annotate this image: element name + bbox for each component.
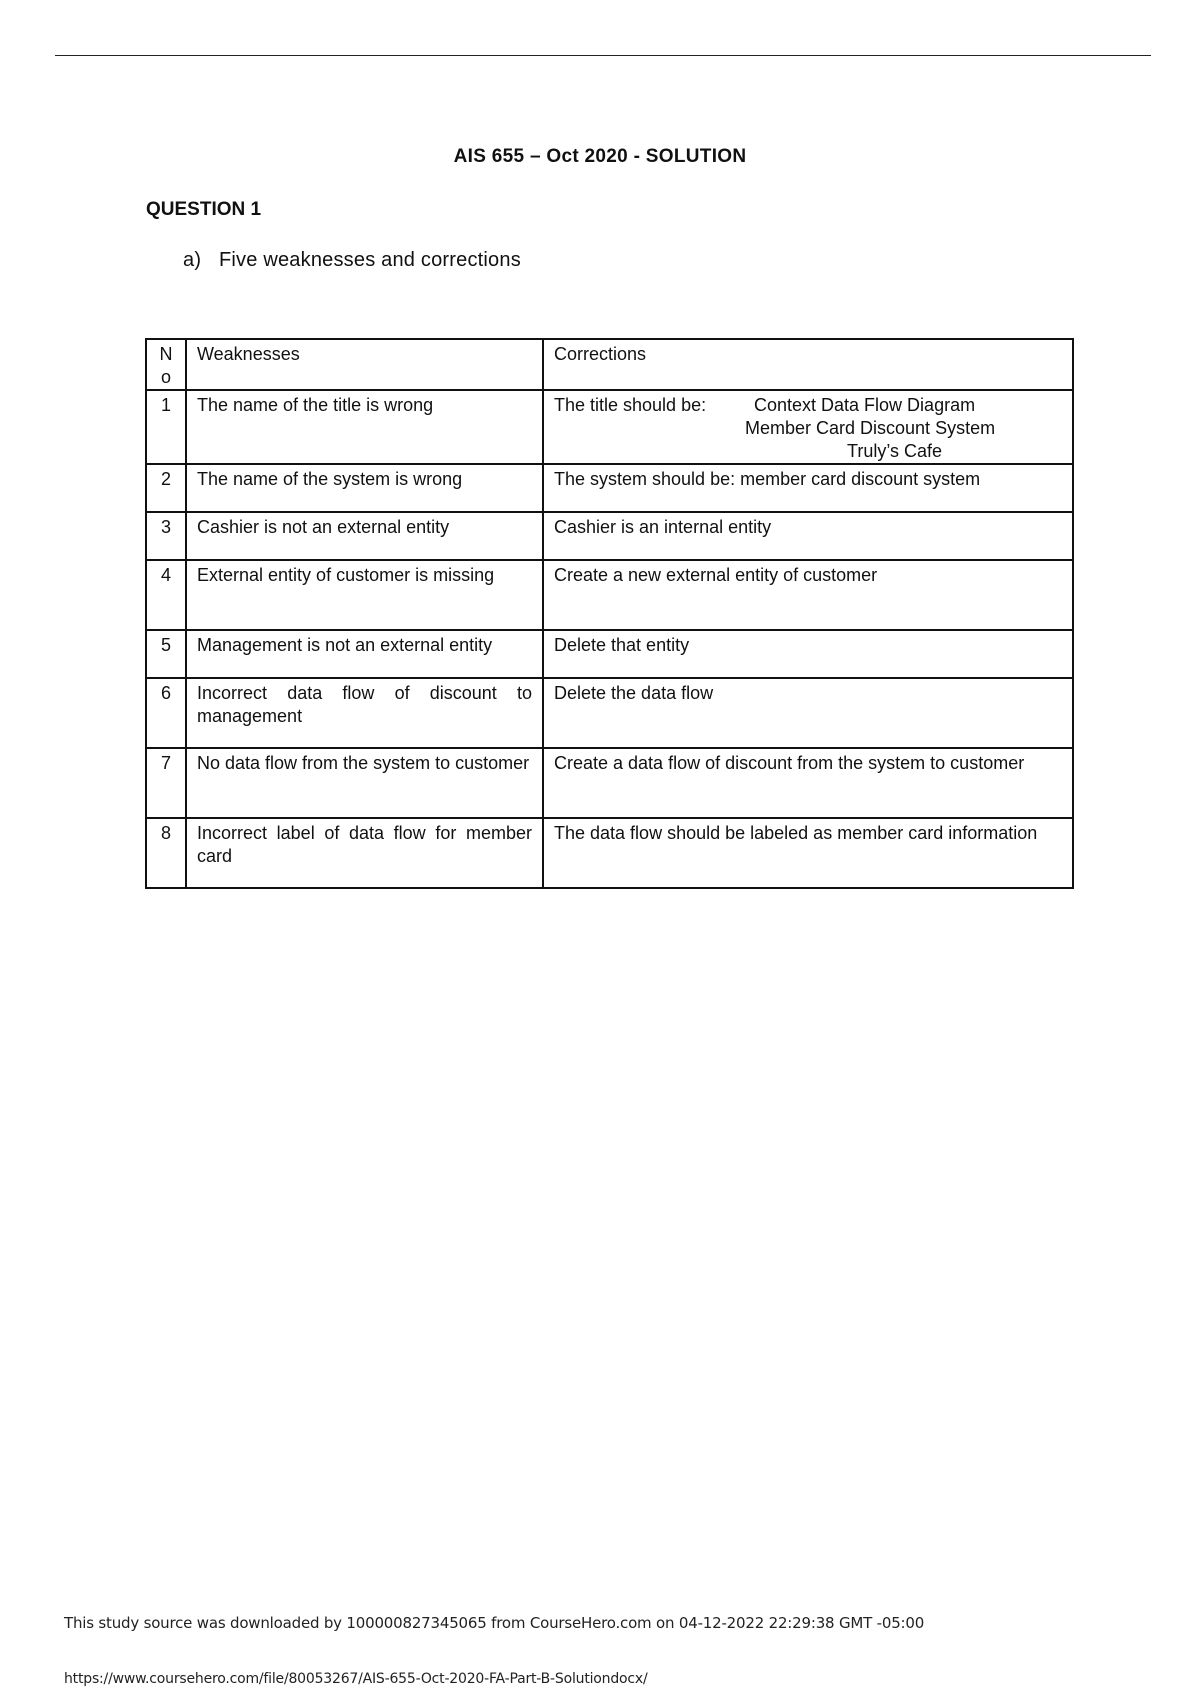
weakness-cell: No data flow from the system to customer xyxy=(186,748,543,818)
question-heading: QUESTION 1 xyxy=(146,199,262,220)
table-row xyxy=(146,818,1073,888)
correction-cell: Create a new external entity of customer xyxy=(543,560,1073,630)
download-notice: This study source was downloaded by 100000827345065 from CourseHero.com on 04-12-2022 22:29:38 GMT -05:00 xyxy=(64,1614,925,1632)
correction-line: Member Card Discount System xyxy=(745,418,996,438)
weakness-cell: Incorrect label of data flow for member card xyxy=(186,818,543,888)
header-weaknesses: Weaknesses xyxy=(186,339,543,390)
table-row xyxy=(146,630,1073,678)
correction-cell: Cashier is an internal entity xyxy=(543,512,1073,560)
correction-cell: Delete the data flow xyxy=(543,678,1073,748)
correction-line: Truly’s Cafe xyxy=(847,441,943,461)
weakness-cell: The name of the title is wrong xyxy=(186,390,543,464)
correction-prefix: The title should be: xyxy=(554,395,707,415)
table-row xyxy=(146,678,1073,748)
correction-cell: Create a data flow of discount from the system to customer xyxy=(543,748,1073,818)
correction-cell: The system should be: member card discount system xyxy=(543,464,1073,512)
weaknesses-corrections-table xyxy=(145,338,1074,889)
weakness-cell: Management is not an external entity xyxy=(186,630,543,678)
header-no: No xyxy=(146,339,186,390)
weakness-cell: The name of the system is wrong xyxy=(186,464,543,512)
correction-cell: Delete that entity xyxy=(543,630,1073,678)
table-row xyxy=(146,512,1073,560)
table-row xyxy=(146,390,1073,464)
row-number: 5 xyxy=(146,630,186,678)
weakness-cell: Incorrect data flow of discount to management xyxy=(186,678,543,748)
row-number: 2 xyxy=(146,464,186,512)
row-number: 1 xyxy=(146,390,186,464)
weakness-cell: Cashier is not an external entity xyxy=(186,512,543,560)
subquestion xyxy=(183,249,521,272)
correction-cell: The data flow should be labeled as member card information xyxy=(543,818,1073,888)
table-header-row xyxy=(146,339,1073,390)
top-rule xyxy=(55,55,1151,56)
table-row xyxy=(146,464,1073,512)
row-number: 6 xyxy=(146,678,186,748)
correction-line: Context Data Flow Diagram xyxy=(754,395,976,415)
table-row xyxy=(146,748,1073,818)
weakness-cell: External entity of customer is missing xyxy=(186,560,543,630)
row-number: 3 xyxy=(146,512,186,560)
table-row xyxy=(146,560,1073,630)
subquestion-text: Five weaknesses and corrections xyxy=(219,249,521,271)
correction-cell xyxy=(543,390,1073,464)
row-number: 8 xyxy=(146,818,186,888)
row-number: 7 xyxy=(146,748,186,818)
source-url-link[interactable]: https://www.coursehero.com/file/80053267/AIS-655-Oct-2020-FA-Part-B-Solutiondocx/ xyxy=(64,1671,648,1687)
header-corrections: Corrections xyxy=(543,339,1073,390)
subquestion-marker: a) xyxy=(183,249,202,271)
document-title: AIS 655 – Oct 2020 - SOLUTION xyxy=(453,146,747,167)
row-number: 4 xyxy=(146,560,186,630)
